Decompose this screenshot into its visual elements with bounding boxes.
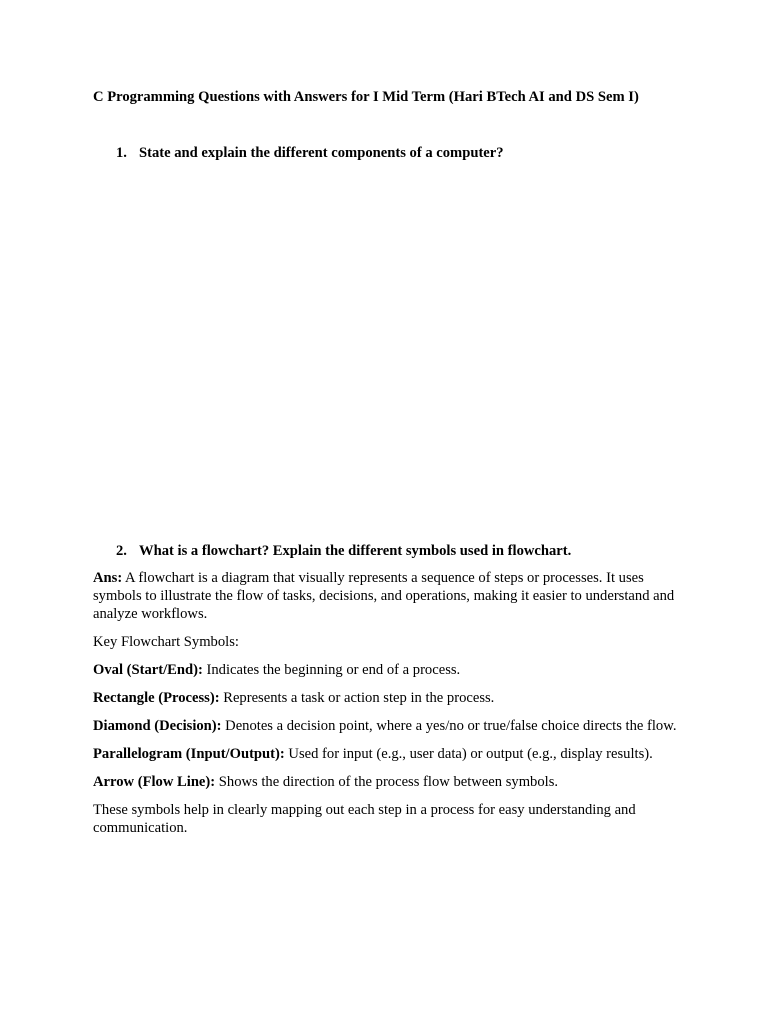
question-text: What is a flowchart? Explain the different symbols used in flowchart. [139, 543, 572, 559]
symbol-item-arrow [93, 773, 678, 791]
symbol-description: Shows the direction of the process flow between symbols. [215, 774, 559, 790]
symbol-item-rectangle [93, 689, 678, 707]
symbol-label: Rectangle (Process): [93, 690, 220, 706]
question-number: 2. [116, 543, 127, 559]
symbol-label: Parallelogram (Input/Output): [93, 746, 285, 762]
question-1 [116, 144, 504, 162]
question-number: 1. [116, 145, 127, 161]
symbol-item-oval [93, 661, 678, 679]
answer-label: Ans: [93, 570, 123, 586]
symbol-description: Denotes a decision point, where a yes/no or true/false choice directs the flow. [221, 718, 677, 734]
symbol-description: Represents a task or action step in the process. [219, 690, 495, 706]
symbol-item-diamond [93, 717, 678, 735]
symbol-description: Used for input (e.g., user data) or output (e.g., display results). [284, 746, 653, 762]
symbol-label: Diamond (Decision): [93, 718, 222, 734]
answer-intro-text: A flowchart is a diagram that visually represents a sequence of steps or processes. It uses symbols to illustrate the flow of tasks, decisions, and operations, making it easier to understand and analyze workflows. [93, 570, 675, 622]
answer-block [93, 569, 678, 847]
question-2 [116, 542, 571, 560]
symbol-description: Indicates the beginning or end of a process. [202, 662, 461, 678]
answer-intro [93, 569, 678, 623]
symbol-label: Oval (Start/End): [93, 662, 203, 678]
symbol-item-parallelogram [93, 745, 678, 763]
symbols-heading: Key Flowchart Symbols: [93, 634, 239, 650]
page-title: C Programming Questions with Answers for I Mid Term (Hari BTech AI and DS Sem I) [93, 89, 639, 105]
question-text: State and explain the different components of a computer? [139, 145, 504, 161]
symbol-label: Arrow (Flow Line): [93, 774, 216, 790]
answer-conclusion: These symbols help in clearly mapping out each step in a process for easy understanding and communication. [93, 802, 636, 836]
